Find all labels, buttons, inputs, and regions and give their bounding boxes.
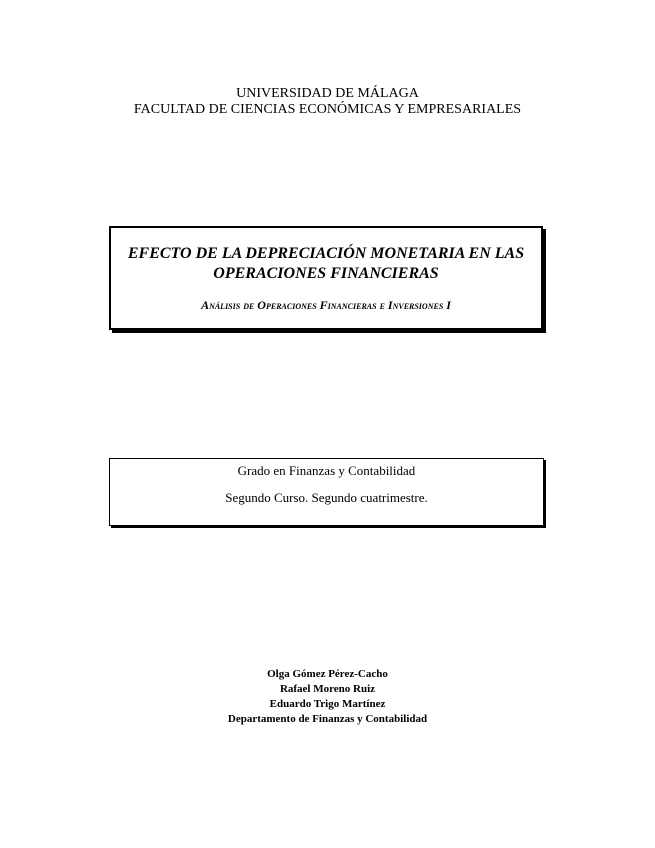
subject-name: Análisis de Operaciones Financieras e Inversiones I [201, 298, 451, 312]
degree-box [109, 458, 544, 526]
university-name: UNIVERSIDAD DE MÁLAGA [236, 86, 419, 101]
course-info: Segundo Curso. Segundo cuatrimestre. [225, 490, 428, 505]
department-name: Departamento de Finanzas y Contabilidad [227, 713, 428, 725]
author-name: Eduardo Trigo Martínez [269, 698, 386, 710]
author-name: Olga Gómez Pérez-Cacho [267, 668, 388, 680]
authors-block [0, 667, 655, 727]
title-line-1: EFECTO DE LA DEPRECIACIÓN MONETARIA EN LAS [127, 245, 525, 262]
document-title [111, 244, 541, 284]
institution-header [0, 86, 655, 118]
title-box [109, 226, 543, 330]
author-name: Rafael Moreno Ruiz [279, 683, 376, 695]
degree-name: Grado en Finanzas y Contabilidad [237, 463, 416, 478]
title-line-2: OPERACIONES FINANCIERAS [213, 265, 439, 282]
faculty-name: FACULTAD DE CIENCIAS ECONÓMICAS Y EMPRESARIALES [133, 102, 522, 117]
